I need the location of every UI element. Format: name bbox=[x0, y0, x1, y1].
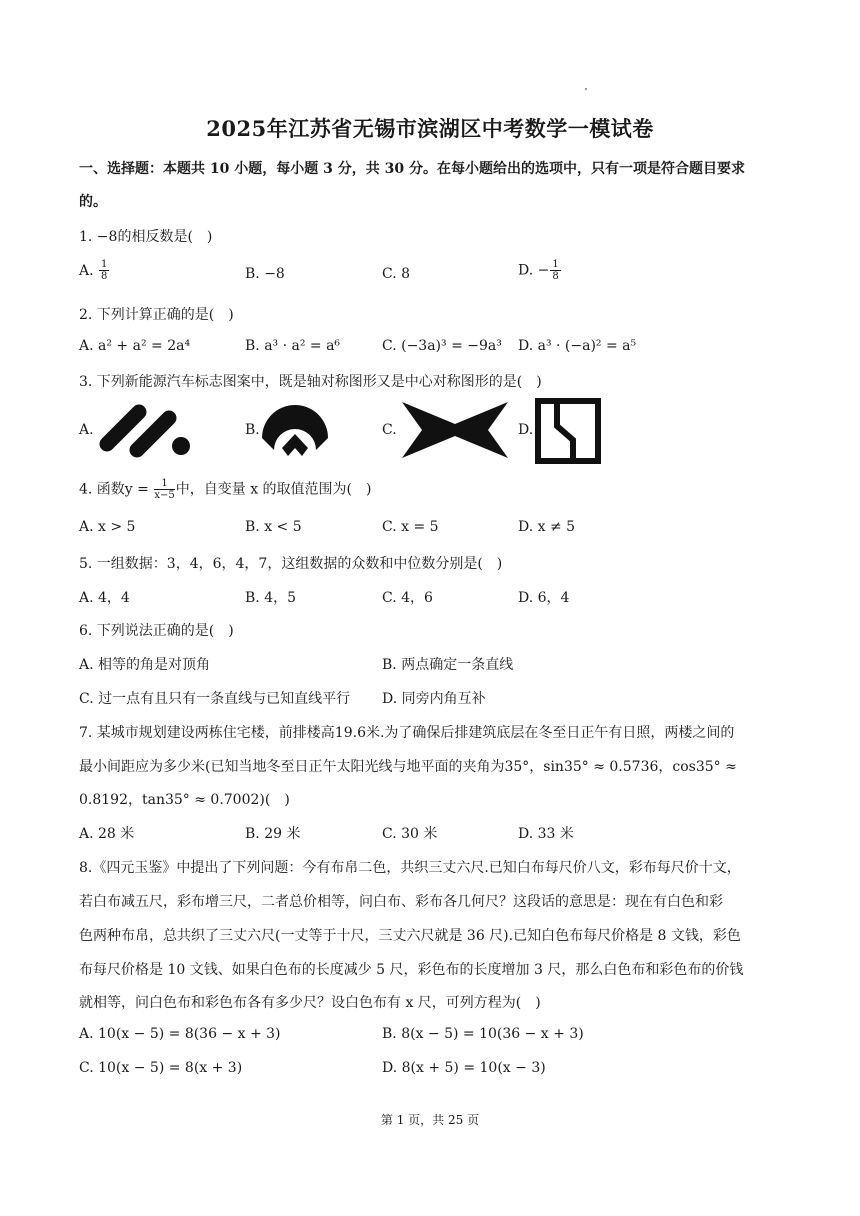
q2-option-d: D. a³ · (−a)² = a⁵ bbox=[518, 338, 637, 354]
q8-option-d: D. 8(x + 5) = 10(x − 3) bbox=[382, 1060, 546, 1076]
q5-stem: 5. 一组数据：3，4，6，4，7，这组数据的众数和中位数分别是( ) bbox=[79, 556, 503, 572]
q3-option-a: A. bbox=[79, 422, 94, 438]
q6-option-c: C. 过一点有且只有一条直线与已知直线平行 bbox=[79, 691, 351, 707]
q1-options bbox=[79, 259, 779, 289]
q8-stem-line5: 就相等，问白色布和彩色布各有多少尺？设白色布有 x 尺，可列方程为( ) bbox=[79, 995, 541, 1011]
q8-option-b: B. 8(x − 5) = 10(36 − x + 3) bbox=[382, 1026, 584, 1042]
q8-stem-line4: 布每尺价格是 10 文钱、如果白色布的长度减少 5 尺，彩色布的长度增加 3 尺，那么白色布和彩色布的价钱 bbox=[79, 962, 744, 978]
q4-option-c: C. x = 5 bbox=[382, 519, 439, 535]
q7-stem-line2: 最小间距应为多少米(已知当地冬至日正午太阳光线与地平面的夹角为35°，sin35° ≈ 0.5736，cos35° ≈ bbox=[79, 759, 737, 775]
q1-option-b: B. −8 bbox=[245, 266, 285, 282]
q2-option-a: A. a² + a² = 2a⁴ bbox=[79, 338, 191, 354]
stripes-logo-icon bbox=[95, 400, 197, 460]
q2-option-b: B. a³ · a² = a⁶ bbox=[245, 338, 341, 354]
q4-stem: 4. 函数y = $\frac{1}{x-5}$ 中，自变量 x 的取值范围为( ) bbox=[79, 478, 372, 501]
q3-option-b: B. bbox=[245, 422, 260, 438]
q7-stem-line1: 7. 某城市规划建设两栋住宅楼，前排楼高19.6米.为了确保后排建筑底层在冬至日正午有日照，两楼之间的 bbox=[79, 725, 735, 741]
page-title: 2025年江苏省无锡市滨湖区中考数学一模试卷 bbox=[206, 116, 654, 141]
q5-option-c: C. 4，6 bbox=[382, 590, 433, 606]
section-heading: 一、选择题：本题共 10 小题，每小题 3 分，共 30 分。在每小题给出的选项中，只有一项是符合题目要求 bbox=[79, 161, 745, 177]
q1-option-a: A. $\frac{1}{8}$ bbox=[79, 259, 108, 282]
q6-option-d: D. 同旁内角互补 bbox=[382, 691, 486, 707]
q5-option-b: B. 4，5 bbox=[245, 590, 297, 606]
q5-option-a: A. 4，4 bbox=[79, 590, 130, 606]
q4-option-b: B. x < 5 bbox=[245, 519, 302, 535]
q1-option-d: D. − $\frac{1}{8}$ bbox=[518, 259, 559, 282]
q7-option-b: B. 29 米 bbox=[245, 826, 301, 842]
chevrons-logo-icon bbox=[400, 400, 510, 460]
q2-option-c: C. (−3a)³ = −9a³ bbox=[382, 338, 502, 354]
q7-stem-line3: 0.8192，tan35° ≈ 0.7002)( ) bbox=[79, 792, 290, 808]
q3-option-d: D. bbox=[518, 422, 534, 438]
square-path-logo-icon bbox=[535, 398, 601, 464]
q1-stem: 1. −8的相反数是( ) bbox=[79, 229, 213, 245]
speck-mark bbox=[585, 88, 587, 90]
section-heading-cont: 的。 bbox=[79, 194, 107, 210]
q6-option-b: B. 两点确定一条直线 bbox=[382, 657, 514, 673]
q6-option-a: A. 相等的角是对顶角 bbox=[79, 657, 211, 673]
q7-option-c: C. 30 米 bbox=[382, 826, 438, 842]
arch-logo-icon bbox=[256, 398, 334, 462]
q8-option-a: A. 10(x − 5) = 8(36 − x + 3) bbox=[79, 1026, 281, 1042]
page-footer: 第 1 页，共 25 页 bbox=[380, 1113, 480, 1127]
q3-stem: 3. 下列新能源汽车标志图案中，既是轴对称图形又是中心对称图形的是( ) bbox=[79, 374, 542, 390]
q8-stem-line2: 若白布减五尺，彩布增三尺，二者总价相等，问白布、彩布各几何尺？这段话的意思是：现在有白色和彩 bbox=[79, 894, 723, 910]
q5-option-d: D. 6，4 bbox=[518, 590, 570, 606]
q2-stem: 2. 下列计算正确的是( ) bbox=[79, 307, 234, 323]
q7-option-a: A. 28 米 bbox=[79, 826, 135, 842]
q8-option-c: C. 10(x − 5) = 8(x + 3) bbox=[79, 1060, 243, 1076]
q8-stem-line3: 色两种布帛，总共织了三丈六尺(一丈等于十尺，三丈六尺就是 36 尺).已知白色布每尺价格是 8 文钱，彩色 bbox=[79, 928, 741, 944]
q8-stem-line1: 8.《四元玉鉴》中提出了下列问题：今有布帛二色，共织三丈六尺.已知白布每尺价八文，彩布每尺价十文， bbox=[79, 860, 741, 876]
q4-option-d: D. x ≠ 5 bbox=[518, 519, 576, 535]
q3-option-c: C. bbox=[382, 422, 397, 438]
q4-option-a: A. x > 5 bbox=[79, 519, 136, 535]
q6-stem: 6. 下列说法正确的是( ) bbox=[79, 623, 234, 639]
q7-option-d: D. 33 米 bbox=[518, 826, 574, 842]
q1-option-c: C. 8 bbox=[382, 266, 411, 282]
